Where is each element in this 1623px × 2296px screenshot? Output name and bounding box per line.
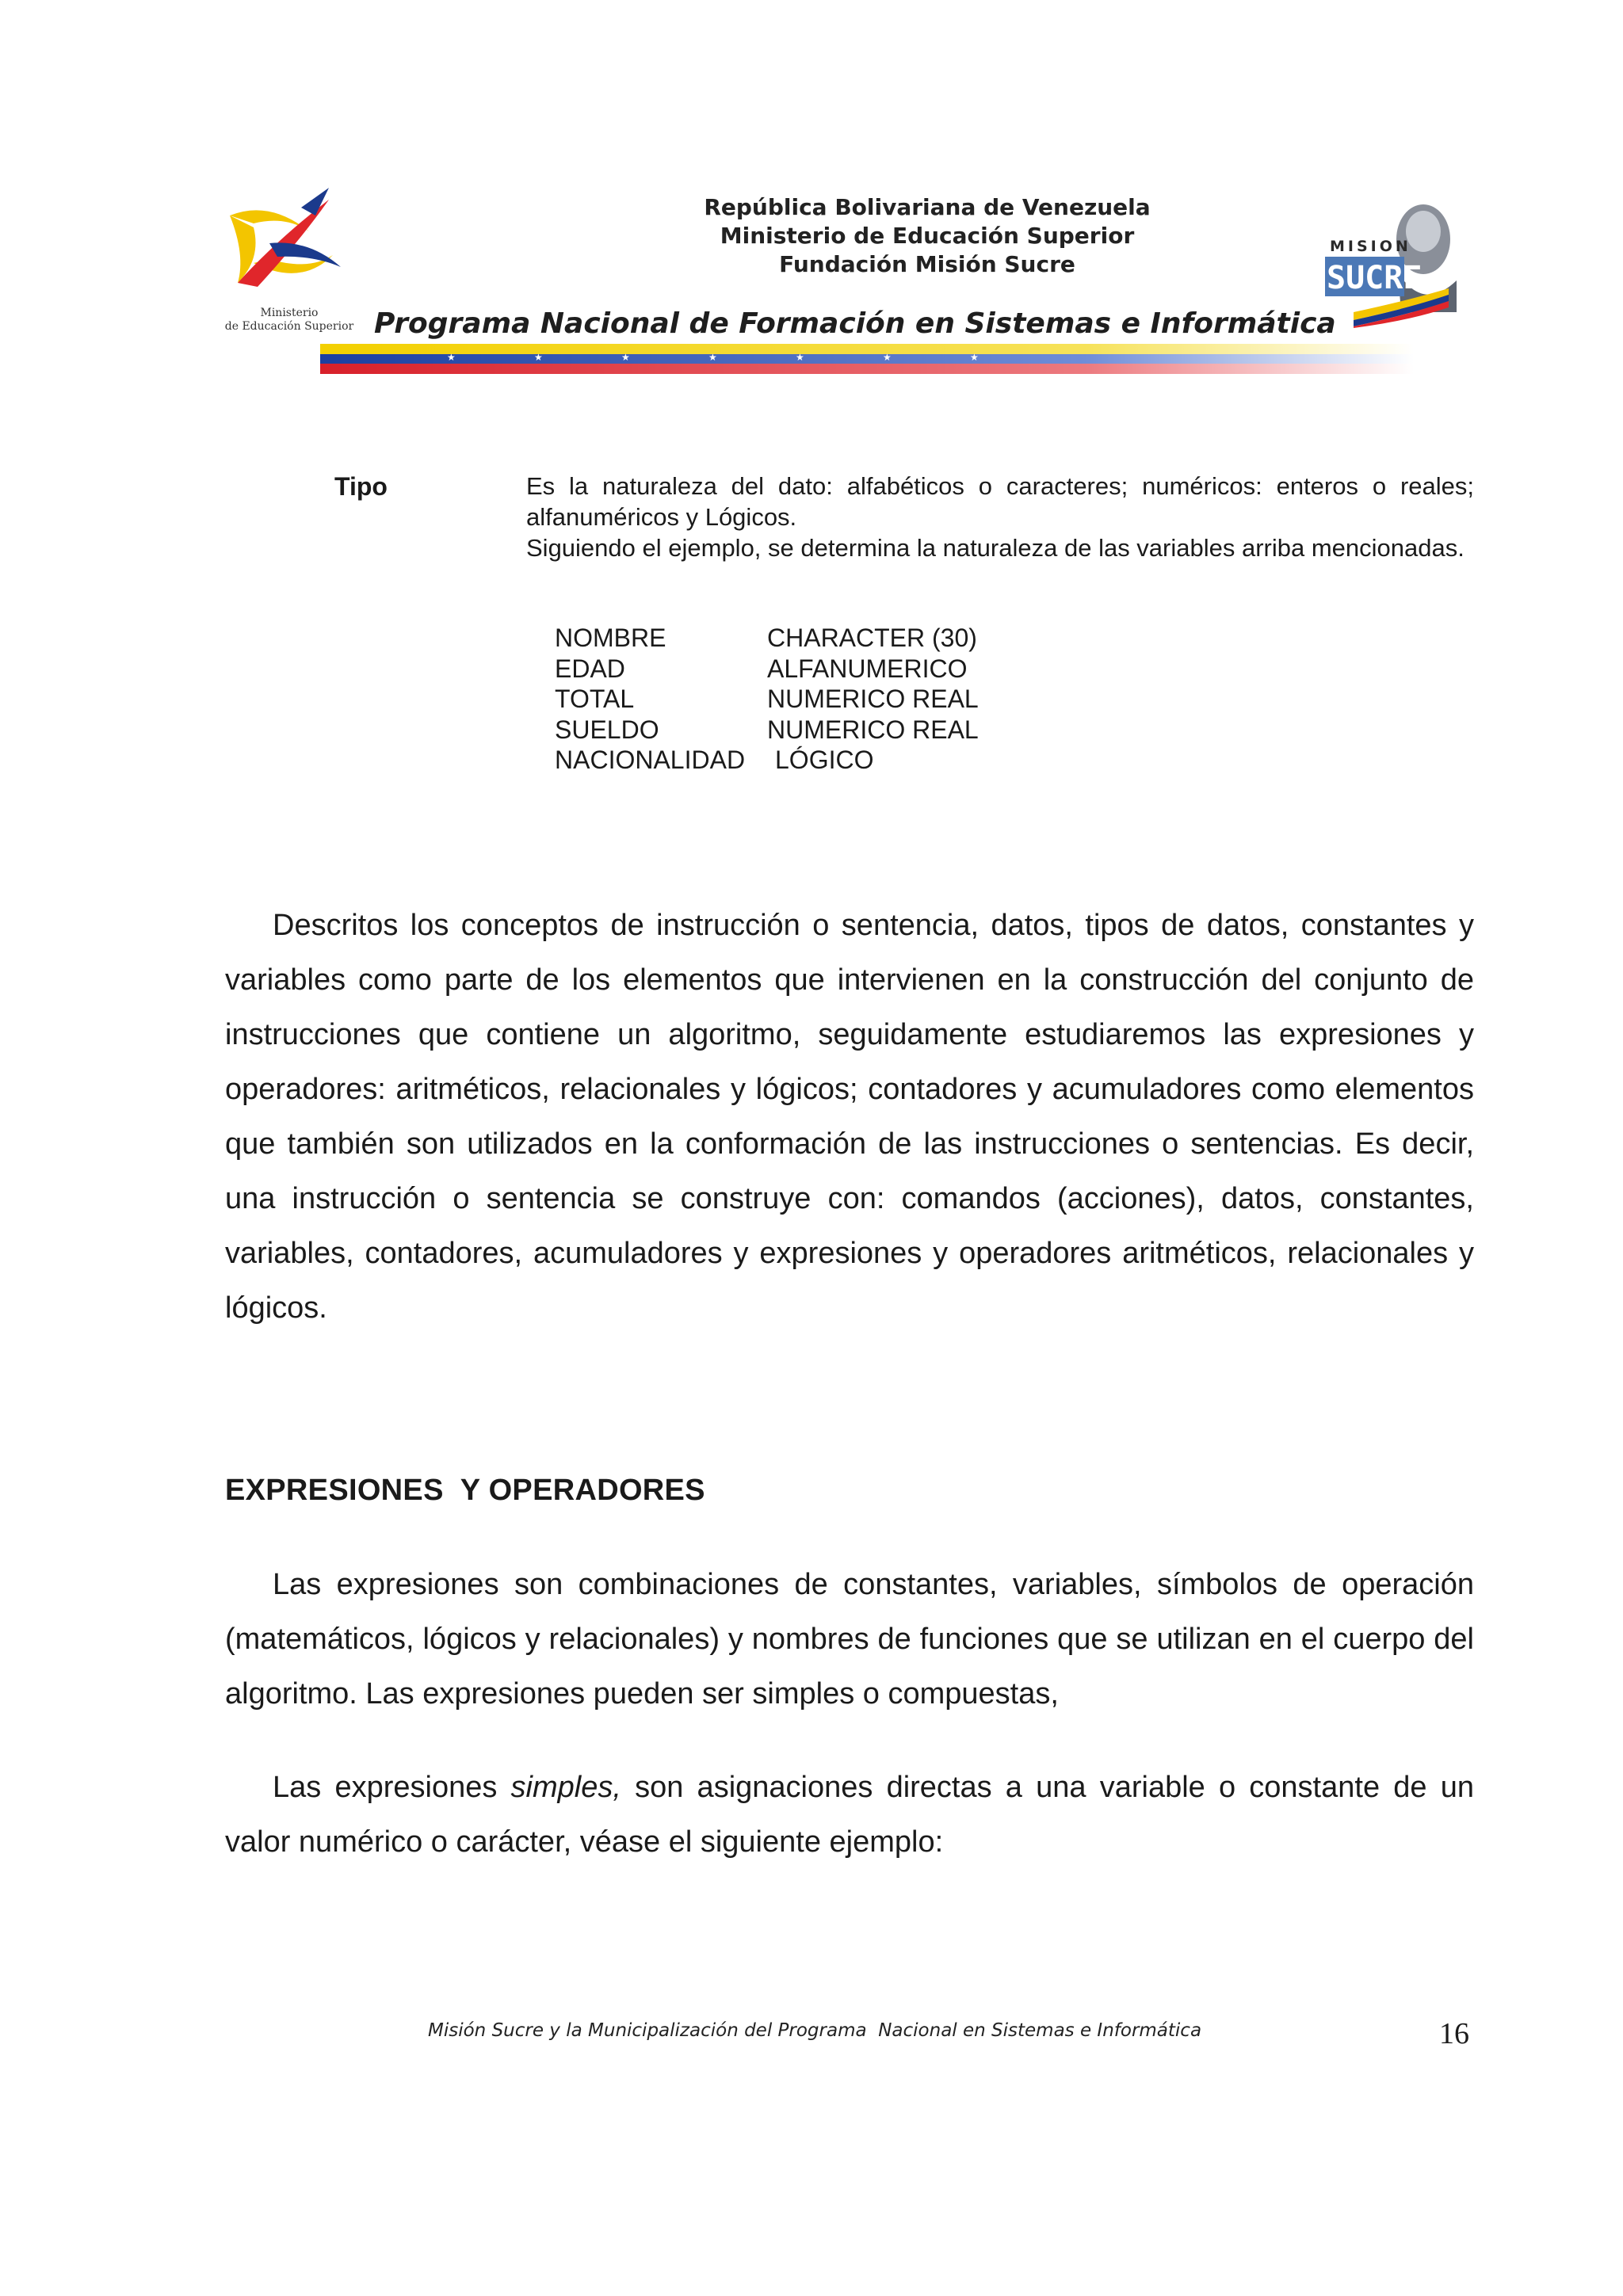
mision-sucre-logo: [1322, 193, 1468, 328]
emphasis-simples: simples,: [510, 1771, 621, 1804]
variable-type-list: [555, 623, 979, 776]
variable-row: [555, 623, 979, 654]
body-paragraph-3: Las expresiones simples, son asignaciones directas a una variable o constante de un valor numérico o carácter, véase el siguiente ejemplo:: [225, 1771, 1483, 1859]
section-heading: EXPRESIONES Y OPERADORES: [225, 1474, 705, 1507]
tipo-description: [526, 471, 1474, 563]
variable-row: [555, 654, 979, 685]
header-line-republic: República Bolivariana de Venezuela: [704, 194, 1151, 220]
mision-text: MISION: [1330, 238, 1411, 255]
variable-type: NUMERICO REAL: [767, 715, 979, 744]
variable-type: LÓGICO: [775, 746, 874, 774]
body-paragraph-1: Descritos los conceptos de instrucción o sentencia, datos, tipos de datos, constantes y variables como parte de los elementos que intervienen en la construcción del conjunto de instrucciones que contiene un algoritmo, seguidamente estudiaremos las expresiones y operadores: aritméticos, relacionales y lógicos; contadores y acumuladores como elementos que también son utilizados en la conformación de las instrucciones o sentencias. Es decir, una instrucción o sentencia se construye con: comandos (acciones), datos, constantes, variables, contadores, acumuladores y expresiones y operadores aritméticos, relacionales y lógicos.: [225, 909, 1474, 1325]
program-title: Programa Nacional de Formación en Sistemas e Informática: [374, 307, 1336, 340]
ministry-caption-1: Ministerio: [260, 307, 319, 319]
sucre-text: SUCRE: [1327, 260, 1423, 296]
body-paragraph-2: Las expresiones son combinaciones de constantes, variables, símbolos de operación (matemáticos, lógicos y relacionales) y nombres de funciones que se utilizan en el cuerpo del algoritmo. Las expresiones pueden ser simples o compuestas,: [225, 1568, 1474, 1711]
variable-name: EDAD: [555, 654, 625, 683]
variable-row: [555, 745, 979, 776]
variable-type: CHARACTER (30): [767, 624, 977, 652]
variable-name: NOMBRE: [555, 624, 666, 652]
header-line-foundation: Fundación Misión Sucre: [779, 251, 1075, 277]
page-number: 16: [1439, 2017, 1469, 2050]
flag-stripe: ★ ★ ★ ★ ★ ★ ★: [320, 344, 1414, 374]
ministry-caption-2: de Educación Superior: [224, 320, 354, 333]
variable-row: [555, 715, 979, 746]
variable-row: [555, 684, 979, 715]
ministry-logo: [222, 184, 357, 334]
variable-type: NUMERICO REAL: [767, 685, 979, 713]
variable-name: TOTAL: [555, 685, 635, 713]
tipo-line-2: Siguiendo el ejemplo, se determina la naturaleza de las variables arriba mencionadas.: [526, 534, 1465, 562]
tipo-label: Tipo: [334, 472, 388, 501]
footer-text: Misión Sucre y la Municipalización del Programa Nacional en Sistemas e Informática: [428, 2020, 1202, 2041]
tipo-line-1: Es la naturaleza del dato: alfabéticos o caracteres; numéricos: enteros o reales; alfanuméricos y Lógicos.: [526, 472, 1474, 531]
variable-name: NACIONALIDAD: [555, 746, 746, 774]
header-line-ministry: Ministerio de Educación Superior: [720, 223, 1135, 249]
variable-type: ALFANUMERICO: [767, 654, 968, 683]
variable-name: SUELDO: [555, 715, 659, 744]
